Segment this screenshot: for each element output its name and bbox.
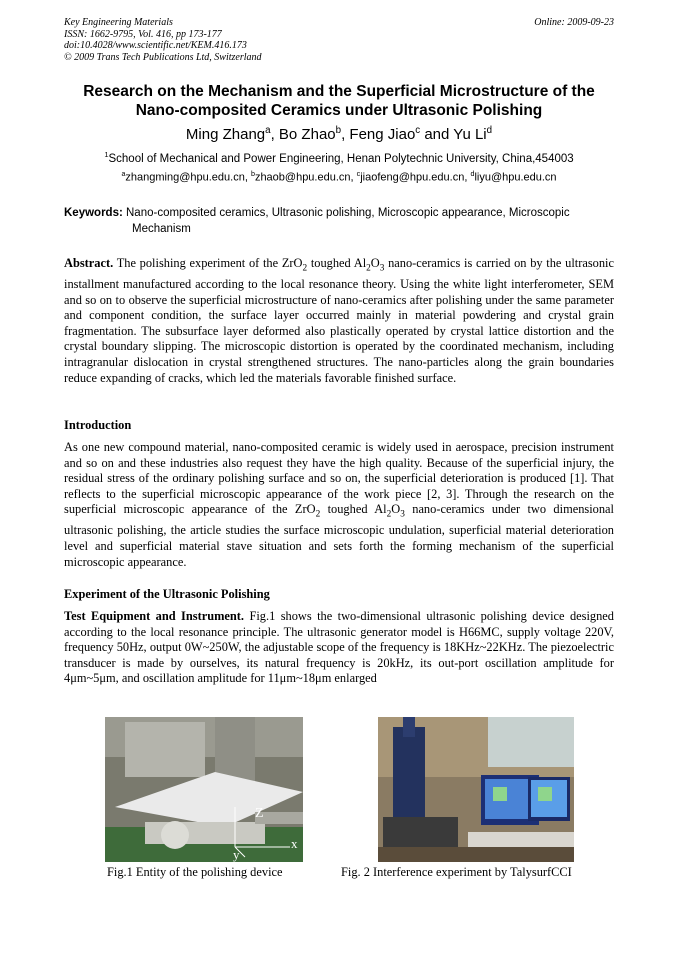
title-line-2: Nano-composited Ceramics under Ultrasonic Polishing	[135, 102, 543, 119]
abstract-text: O	[370, 256, 380, 270]
issn-line: ISSN: 1662-9795, Vol. 416, pp 173-177	[64, 28, 222, 40]
separator: ,	[270, 126, 279, 143]
email-sup: b	[250, 170, 255, 178]
section-heading-experiment: Experiment of the Ultrasonic Polishing	[64, 587, 270, 601]
paragraph-lead: Test Equipment and Instrument.	[64, 609, 245, 623]
email-address[interactable]: liyu@hpu.edu.cn	[474, 171, 557, 184]
abstract	[64, 256, 614, 386]
intro-text: As one new compound material, nano-composited ceramic is widely used in aerospace, precision instrument and so on and these industries also request they have the high quality. Because of the superficial injury, the residual stress of the ordinary polishing surface and so on, the superficial deterioration is produced [1]. That reflects to the superficial microscopic appearance of the work piece [2, 3]. Through the research on the superficial microscopic appearance of the ZrO	[64, 440, 614, 517]
polishing-device-image	[105, 717, 303, 862]
intro-text: nano-ceramics under two dimensional ultrasonic polishing, the article studies the surface microscopic undulation, superficial material deterioration level and superficial material stave situation and sets forth the forming mechanism of the superficial microscopic appearance.	[64, 502, 614, 569]
figure-1-photo	[105, 717, 303, 862]
subscript: 2	[366, 263, 371, 274]
intro-text: O	[391, 502, 401, 517]
abstract-label: Abstract.	[64, 256, 114, 270]
subscript: 3	[379, 263, 385, 274]
author-name: Ming Zhang	[185, 126, 266, 143]
separator: ,	[341, 126, 350, 143]
axis-z-label: Z	[255, 806, 264, 821]
abstract-text: nano-ceramics is carried on by the ultrasonic installment manufactured according to the local resonance theory. Using the white light interferometer, SEM and so on to observe the superficial microstructure of nano-ceramics after polishing under the same parameter and component condition, the surface layer occurred mainly in material powdering and crystal grain fragmentation. The subsurface layer deformed also plastically operated by crystal lattice distortion and the crystal boundary slipping. The microscopic distortion is operated by the coordinated mechanism, including intragranular dislocation in crystal strengthened structures. The nano-particles along the grain boundaries reduce expanding of cracks, which led the materials favorable finished surface.	[64, 256, 615, 385]
author-list	[40, 125, 638, 143]
doi-line: doi:10.4028/www.scientific.net/KEM.416.173	[64, 40, 247, 51]
email-address[interactable]: jiaofeng@hpu.edu.cn,	[360, 171, 471, 184]
author-name: Bo Zhao	[278, 126, 336, 143]
email-list	[40, 170, 638, 184]
author-name: Feng Jiao	[349, 126, 416, 143]
figure-2-caption: Fig. 2 Interference experiment by TalysurfCCI	[341, 865, 572, 879]
intro-text: toughed Al	[320, 502, 387, 517]
keywords-label: Keywords:	[64, 207, 123, 219]
keywords	[64, 206, 624, 237]
separator: and	[420, 126, 454, 143]
affiliation-text: School of Mechanical and Power Engineering, Henan Polytechnic University, China,454003	[108, 152, 574, 165]
online-date: Online: 2009-09-23	[534, 17, 614, 28]
abstract-text: toughed Al	[307, 256, 367, 270]
journal-name: Key Engineering Materials	[64, 17, 173, 28]
keywords-line-2: Mechanism	[132, 222, 191, 235]
email-sup: d	[470, 170, 475, 178]
affiliation-sup: 1	[104, 150, 109, 159]
subscript: 2	[302, 263, 308, 274]
email-sup: a	[121, 170, 126, 178]
axis-x-label: x	[291, 836, 298, 851]
author-sup: b	[335, 125, 342, 136]
experiment-paragraph	[64, 609, 614, 687]
subscript: 3	[400, 509, 405, 520]
author-sup: d	[486, 125, 493, 136]
experiment-text: Fig.1 shows the two-dimensional ultrasonic polishing device designed according to the local resonance principle. The ultrasonic generator model is H66MC, supply voltage 220V, frequency 50Hz, output 0W~250W, the adjustable scope of the frequency is 18KHz~22KHz. The piezoelectric transducer is made by ourselves, its natural frequency is 20kHz, its out-port oscillation amplitude for 4μm~5μm, and oscillation amplitude for 11μm~18μm enlarged	[64, 609, 614, 686]
email-sup: c	[356, 170, 361, 178]
abstract-text: The polishing experiment of the ZrO	[113, 256, 303, 270]
author-sup: c	[415, 125, 421, 136]
keywords-line-1: Nano-composited ceramics, Ultrasonic polishing, Microscopic appearance, Microscopic	[126, 207, 570, 219]
interferometer-image	[378, 717, 574, 862]
introduction-paragraph	[64, 440, 614, 570]
subscript: 2	[386, 509, 392, 520]
figure-1-caption: Fig.1 Entity of the polishing device	[107, 865, 283, 879]
email-address[interactable]: zhangming@hpu.edu.cn,	[125, 171, 251, 184]
journal-header	[64, 17, 262, 63]
axis-y-label: y	[233, 847, 240, 862]
email-address[interactable]: zhaob@hpu.edu.cn,	[254, 171, 357, 184]
author-sup: a	[265, 125, 271, 136]
copyright-line: © 2009 Trans Tech Publications Ltd, Switzerland	[64, 51, 262, 63]
section-heading-introduction: Introduction	[64, 418, 132, 432]
author-name: Yu Li	[453, 126, 487, 143]
figure-2-photo	[378, 717, 574, 862]
subscript: 2	[315, 509, 321, 520]
title-line-1: Research on the Mechanism and the Superficial Microstructure of the	[83, 83, 595, 100]
paper-title	[40, 82, 638, 120]
affiliation	[40, 150, 638, 165]
